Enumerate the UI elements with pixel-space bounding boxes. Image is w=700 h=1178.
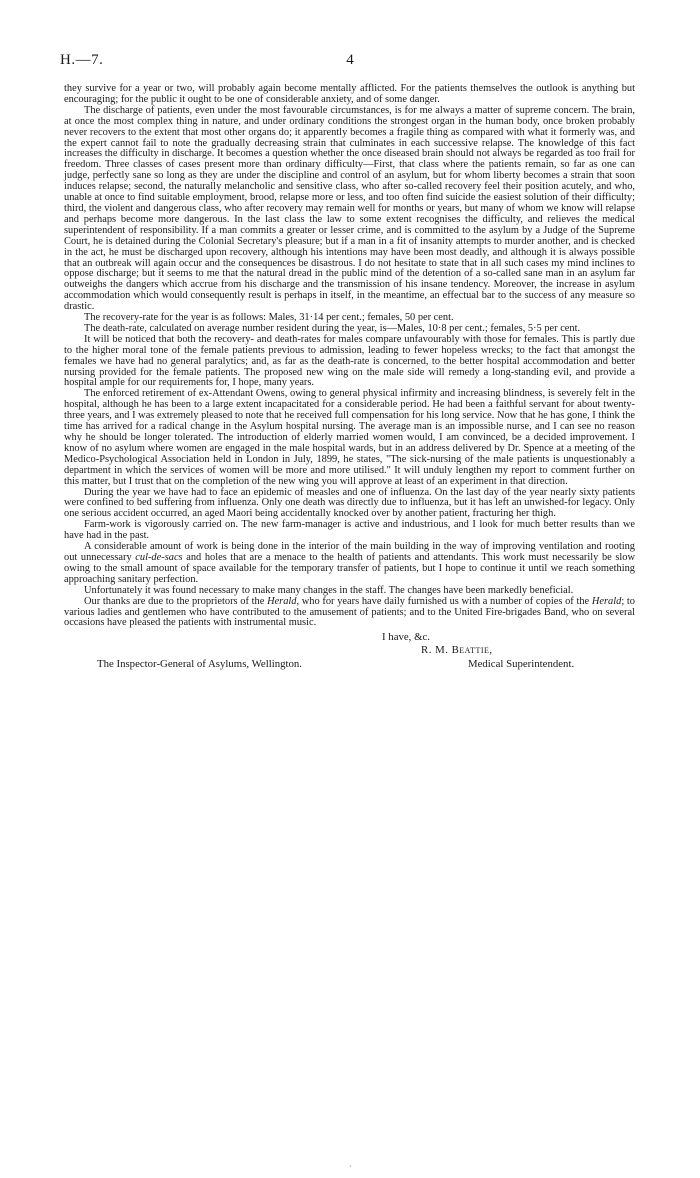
paragraph-recovery-rate: The recovery-rate for the year is as follows: Males, 31·14 per cent.; females, 50 per cent. <box>84 312 454 324</box>
print-mark: · <box>349 1162 352 1171</box>
report-body <box>64 84 635 675</box>
paragraph-discharge: The discharge of patients, even under the most favourable circumstances, is for me always a matter of supreme concern. The brain, at once the most complex thing in nature, and under ordinary conditions the strongest organ in the human body, once broken probably never recovers to the extent that most other organs do; it apparently becomes a fragile thing as compared with what it formerly was, and the expert cannot fail to note the gradually decreasing strain that culminates in each successive relapse. The knowledge of this fact increases the difficulty in discharge. It becomes a question whether the once diseased brain should not always be regarded as too frail for freedom. Three classes of cases present more than ordinary difficulty—First, that class where the patients remain, so far as one can judge, perfectly sane so long as they are under the discipline and control of an asylum, but for whom liberty becomes a strain that soon induces relapse; second, the naturally melancholic and sensitive class, who after so-called recovery feel their position acutely, and who, unable at once to find suitable employment, brood, relapse more or less, and too often find suicide the easiest solution of their difficulty; third, the violent and dangerous class, who after recovery may remain well for months or years, but many of whom we know will relapse and perhaps become more dangerous. In the last class the law to some extent recognises the difficulty, and relieves the medical superintendent of responsibility. If a man commits a greater or lesser crime, and is committed to the asylum by a Judge of the Supreme Court, he is detained during the Colonial Secretary's pleasure; but if a man in a fit of insanity attempts to murder another, and is checked in the act, he must be discharged upon recovery, although his intentions may have been most deadly, and although it is always possible that an outbreak will again occur and the consequences be disastrous. I do not hesitate to state that in all such cases my mind inclines to oppose discharge; but it seems to me that the natural dread in the public mind of the detention of a so-called sane man in an asylum far outweighs the dangers which accrue from his discharge and the transmission of his insane tendency. Moreover, the increase in asylum accommodation which would consequently result is perhaps in itself, in the meantime, an effectual bar to the success of any measure so drastic. <box>64 104 635 313</box>
paragraph-death-rate: The death-rate, calculated on average number resident during the year, is—Males, 10·8 per cent.; females, 5·5 per cent. <box>84 322 581 334</box>
signatory-name: R. M. Beattie, <box>421 644 493 657</box>
paragraph-thanks: Our thanks are due to the proprietors of the Herald, who for years have daily furnished us with a number of copies of the Herald; to various ladies and gentlemen who have contributed to the amusement of patients; and to the United Fire-brigades Band, who on several occasions have pleased the patients with instrumental music. <box>64 595 635 629</box>
closing-salutation: I have, &c. <box>382 631 430 644</box>
paragraph-attendant-retirement: The enforced retirement of ex-Attendant Owens, owing to general physical infirmity and increasing blindness, is severely felt in the hospital, although he has been to a large extent incapacitated for a considerable period. He had been a faithful servant for about twenty-three years, and I was extremely pleased to note that he received full compensation for his long service. Now that he has gone, I think the time has arrived for a radical change in the Asylum hospital nursing. The average man is an impossible nurse, and I can see no reason why he should be longer tolerated. The introduction of elderly married women would, I am convinced, be a decided improvement. I know of no asylum where women are engaged in the male hospital wards, but in an address delivered by Dr. Spence at a meeting of the Medico-Psychological Association held in London in July, 1899, he states, "The sick-nursing of the male patients is unquestionably a department in which the services of women will be more and more utilised." It will unduly lengthen my report to comment further on this matter, but I trust that on the completion of the new wing you will approve at least of an experiment in that direction. <box>64 388 635 487</box>
signatory-title: Medical Superintendent. <box>468 658 575 671</box>
addressee: The Inspector-General of Asylums, Wellington. <box>97 658 303 671</box>
paragraph-farm-work: Farm-work is vigorously carried on. The new farm-manager is active and industrious, and I look for much better results than we have had in the past. <box>64 519 635 542</box>
page-header <box>60 52 640 72</box>
page-number: 4 <box>346 52 354 68</box>
document-reference: H.—7. <box>60 52 104 68</box>
paragraph-epidemic: During the year we have had to face an epidemic of measles and one of influenza. On the last day of the year nearly sixty patients were confined to bed suffering from influenza. Only one death was directly due to influenza, but it has left an unwished-for legacy. Only one serious accident occurred, an aged Maori being accidentally knocked over by another patient, fracturing her thigh. <box>64 486 635 520</box>
paragraph-building-work: A considerable amount of work is being done in the interior of the main building in the way of improving ventilation and rooting out unnecessary cul-de-sacs and holes that are a menace to the health of patients and attendants. This work must necessarily be slow owing to the small amount of space available for the temporary transfer of patients, but I hope to continue it until we reach something approaching sanitary perfection. <box>64 541 636 585</box>
letter-closing <box>64 631 635 675</box>
paragraph-continuation: they survive for a year or two, will probably again become mentally afflicted. For the patients themselves the outlook is anything but encouraging; for the public it ought to be one of considerable anxiety, and of some danger. <box>64 83 635 105</box>
paragraph-rates-comparison: It will be noticed that both the recovery- and death-rates for males compare unfavourably with those for females. This is partly due to the higher moral tone of the female patients previous to admission, leading to fewer hopeless wrecks; to the fact that amongst the females we have had no general paralytics; and, as far as the death-rate is concerned, to the better hospital accommodation and better nursing provided for the female patients. The proposed new wing on the male side will remedy a long-standing evil, and provide a hospital ample for our requirements for, I hope, many years. <box>64 333 635 389</box>
paragraph-staff-changes: Unfortunately it was found necessary to make many changes in the staff. The changes have been markedly beneficial. <box>84 584 574 596</box>
